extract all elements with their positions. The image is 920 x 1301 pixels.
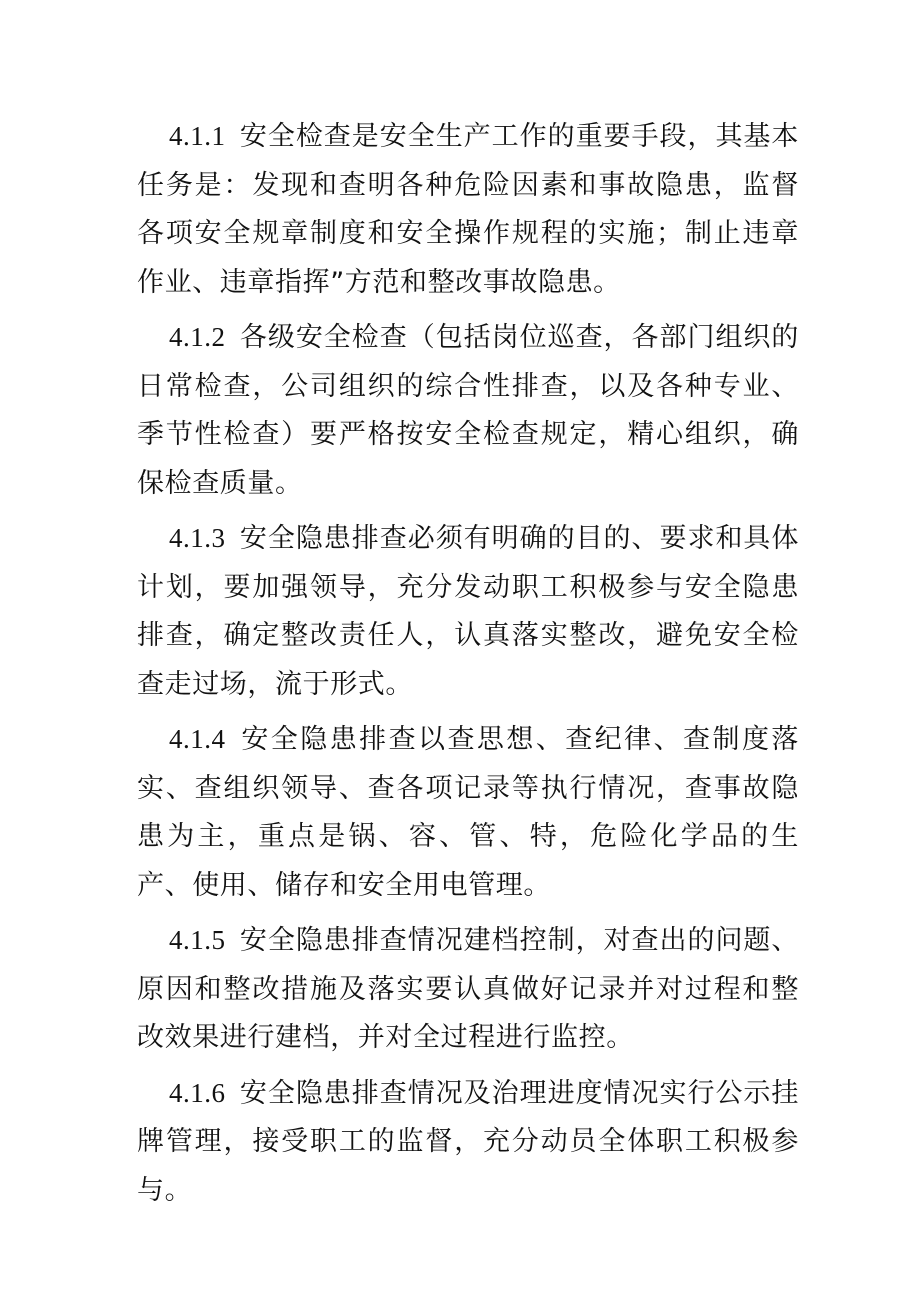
document-body [137, 112, 799, 1221]
paragraph-4-1-3 [137, 514, 799, 709]
paragraph-4-1-5 [137, 916, 799, 1063]
section-number: 4.1.2 [169, 322, 226, 352]
section-number: 4.1.1 [169, 121, 226, 151]
paragraph-text: 安全隐患排查情况及治理进度情况实行公示挂牌管理，接受职工的监督，充分动员全体职工积极参与。 [137, 1077, 799, 1206]
paragraph-4-1-2 [137, 313, 799, 508]
paragraph-text: 安全隐患排查以查思想、查纪律、查制度落实、查组织领导、查各项记录等执行情况，查事故隐患为主，重点是锅、容、管、特，危险化学品的生产、使用、储存和安全用电管理。 [137, 724, 799, 901]
section-number: 4.1.6 [169, 1077, 226, 1108]
paragraph-text: 安全隐患排查必须有明确的目的、要求和具体计划，要加强领导，充分发动职工积极参与安全隐患排查，确定整改责任人，认真落实整改，避免安全检查走过场，流于形式。 [137, 523, 799, 700]
paragraph-text: 安全检查是安全生产工作的重要手段，其基本任务是：发现和查明各种危险因素和事故隐患，监督各项安全规章制度和安全操作规程的实施；制止违章作业、违章指挥”方范和整改事故隐患。 [137, 121, 799, 298]
section-number: 4.1.4 [169, 724, 226, 754]
paragraph-4-1-1 [137, 112, 799, 307]
section-number: 4.1.3 [169, 523, 226, 553]
paragraph-4-1-6 [137, 1069, 799, 1216]
paragraph-4-1-4 [137, 715, 799, 910]
section-number: 4.1.5 [169, 925, 226, 955]
paragraph-text: 安全隐患排查情况建档控制，对查出的问题、原因和整改措施及落实要认真做好记录并对过程和整改效果进行建档，并对全过程进行监控。 [137, 925, 799, 1053]
paragraph-text: 各级安全检查（包括岗位巡查，各部门组织的日常检查，公司组织的综合性排查，以及各种专业、季节性检查）要严格按安全检查规定，精心组织，确保检查质量。 [137, 322, 799, 499]
